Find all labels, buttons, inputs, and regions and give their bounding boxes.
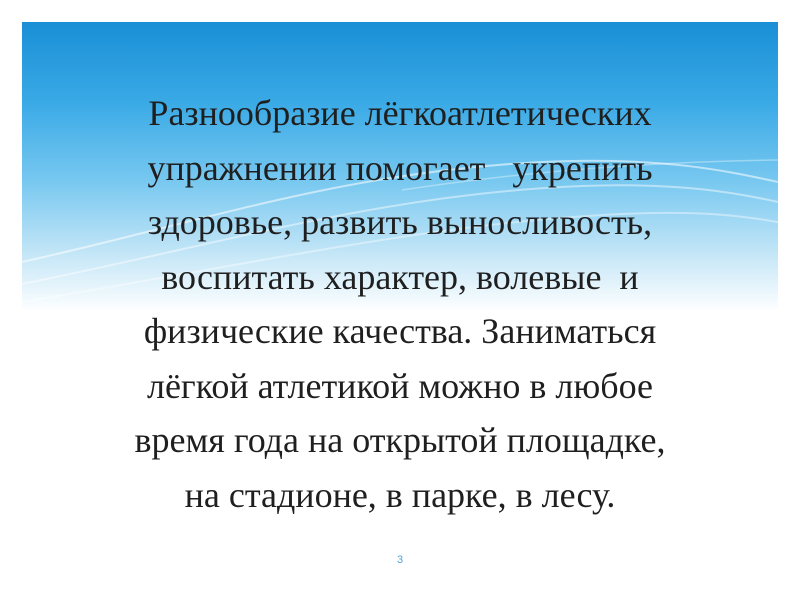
text-line: на стадионе, в парке, в лесу. <box>184 474 616 515</box>
text-line: лёгкой атлетикой можно в любое <box>146 365 653 406</box>
text-line: воспитать характер, волевые и <box>161 256 639 297</box>
text-line: Разнообразие лёгкоатлетических <box>148 93 652 133</box>
text-line: время года на открытой площадке, <box>134 420 666 460</box>
slide-body-text <box>40 86 760 522</box>
text-line: физические качества. Заниматься <box>143 311 657 351</box>
text-line: здоровье, развить выносливость, <box>147 202 653 242</box>
text-line: упражнении помогает укрепить <box>147 147 653 188</box>
page-number: 3 <box>396 554 404 566</box>
